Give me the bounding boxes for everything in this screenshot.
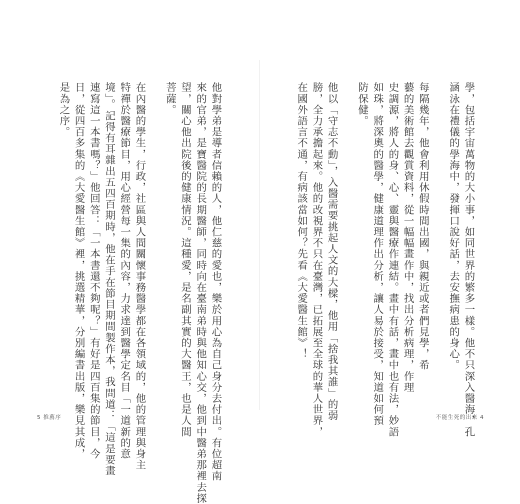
right-page-column: 史調源，將人的身、心、靈與醫療作連結。畫中有話，畫中也有法，妙語 [386, 82, 399, 438]
left-page-column: 連寫這一本書嗎？」他回答：「一本書還不夠呢？」有好是四百集的節目，今 [87, 82, 100, 460]
left-page-folio: 5 推薦序 [37, 415, 62, 421]
left-page-column: 特禪於醫療節目，用心經營每一集的內容，力求達到醫學定名目「一道新的意 [118, 82, 131, 460]
left-page-column: 望，關心他出院後的健康情況。這種愛，是名副其實的大醫王，也是人間 [179, 82, 191, 438]
left-page-column: 菩薩。 [163, 82, 176, 116]
right-page-column: 每隔幾年，他會利用休假時間出國，與親近或者們見學，希 [416, 82, 429, 371]
left-page-column: 他對學弟是導者信賴的人，他仁慈的愛也，樂於用心為自己身分去付出。有位超南 [209, 82, 222, 482]
left-page-column: 境」。記得有耳雜出五四百期時，他在手在節目期間製作本，我問道：「這是要畫 [103, 82, 115, 477]
right-page-column: 學，包括宇宙萬物的大小事，如同世界的繁多一樣。他不只深入醫海，孔 [462, 82, 475, 438]
right-page [260, 0, 520, 500]
left-page-column: 是為之序。 [57, 82, 70, 138]
right-page-column: 膀，全力承擔起來。他的改視界不只在臺灣，已拓展至全球的華人世界， [310, 82, 323, 438]
left-page-column: 日，從四百多集的《大愛醫生館》裡，挑選精華，分別編書出版，樂見其成， [72, 82, 85, 460]
left-page-column: 來的官弟，是寶醫院的長期醫師，同時向在臺南弟時與他知心交，他到中醫弟那裡去探 [194, 82, 207, 504]
right-page-column: 在國外語言不通，有病該當如何？先看《大愛醫生館》！ [295, 82, 308, 360]
right-page-column: 如珠，將深奧的醫學，健康道理作出分析，讓人易於接受，知道如何預 [371, 82, 384, 427]
right-page-column: 涵泳在禮儀的學海中，發揮口說好話，去安撫病患的身心。 [447, 82, 460, 371]
right-page-column: 他以「守志不動」，入醫需要挑起人文的大樑，他用「捨我其誰」的弱 [325, 82, 338, 421]
right-page-column: 藝的美術館去觀賞資料，從一幅幅畫作中，找出分析病理，作理 [401, 82, 414, 393]
left-page-column: 在內醫的學生，行政，社區與人間關懷事務醫學都在各領域的，他的管理與身主 [133, 82, 146, 471]
right-page-column: 防保健。 [356, 82, 368, 127]
right-page-folio: 不能生死的出來 4 [435, 415, 484, 421]
